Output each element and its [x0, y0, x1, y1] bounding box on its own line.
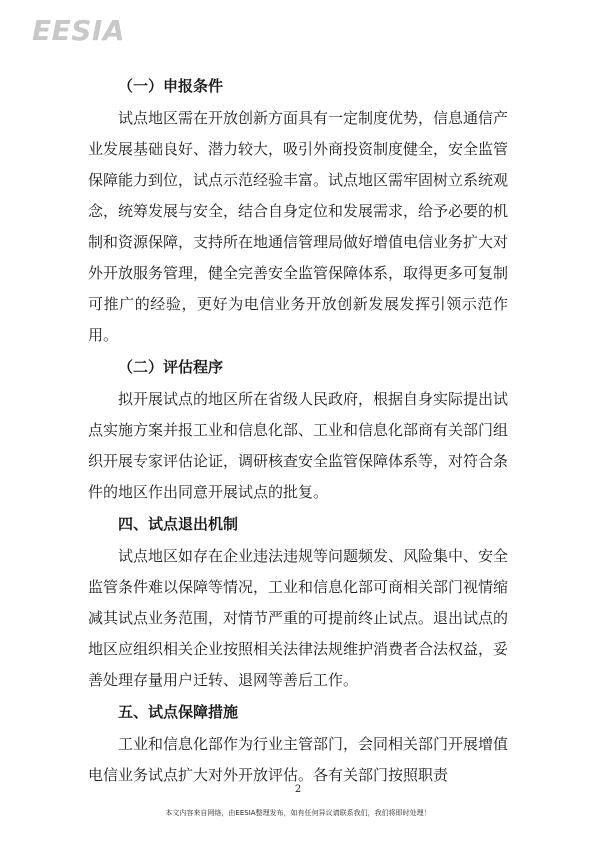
- paragraph-application-conditions: 试点地区需在开放创新方面具有一定制度优势，信息通信产业发展基础良好、潜力较大，吸引外商投资制度健全，安全监管保障能力到位，试点示范经验丰富。试点地区需牢固树立系统观念，统筹发展与安全，结合自身定位和发展需求，给予必要的机制和资源保障，支持所在地通信管理局做好增值电信业务扩大对外开放服务管理，健全完善安全监管保障体系，取得更多可复制可推广的经验，更好为电信业务开放创新发展发挥引领示范作用。: [88, 109, 509, 344]
- eesia-watermark-logo: EESIA: [32, 14, 126, 47]
- section-heading-evaluation-procedure: （二）评估程序: [118, 358, 224, 376]
- section-heading-safeguard-measures: 五、试点保障措施: [118, 703, 239, 721]
- paragraph-exit-mechanism: 试点地区如存在企业违法违规等问题频发、风险集中、安全监管条件难以保障等情况，工业和信息化部可商相关部门视情缩减其试点业务范围，对情节严重的可提前终止试点。退出试点的地区应组织相关企业按照相关法律法规维护消费者合法权益，妥善处理存量用户迁转、退网等善后工作。: [88, 547, 509, 689]
- section-heading-application-conditions: （一）申报条件: [118, 77, 224, 95]
- footer-notice: 本文内容来自网络，由EESIA整理发布，如有任何异议请联系我们，我们将即时处理！: [165, 809, 431, 817]
- page-number: 2: [294, 784, 302, 795]
- section-heading-exit-mechanism: 四、试点退出机制: [118, 515, 239, 533]
- paragraph-safeguard-measures: 工业和信息化部作为行业主管部门，会同相关部门开展增值电信业务试点扩大对外开放评估。各有关部门按照职责: [88, 735, 509, 784]
- document-body: [88, 70, 508, 791]
- paragraph-evaluation-procedure: 拟开展试点的地区所在省级人民政府，根据自身实际提出试点实施方案并报工业和信息化部、工业和信息化部商有关部门组织开展专家评估论证，调研核查安全监管保障体系等，对符合条件的地区作出同意开展试点的批复。: [88, 390, 509, 501]
